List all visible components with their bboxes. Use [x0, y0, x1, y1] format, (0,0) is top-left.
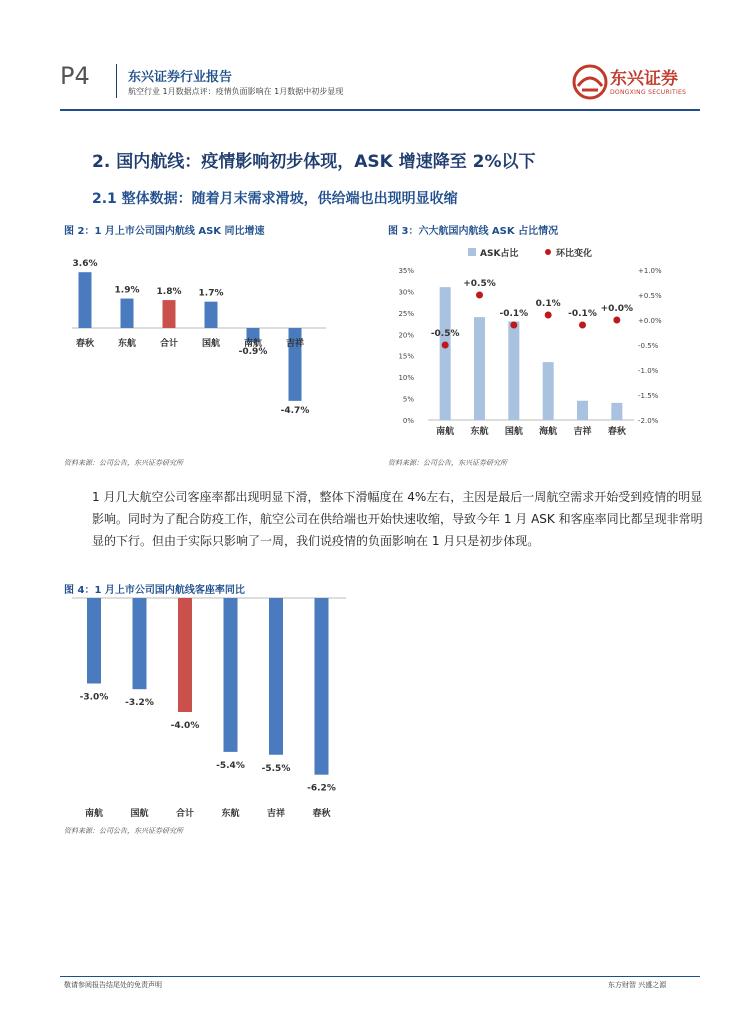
bar — [269, 598, 283, 755]
bar — [543, 362, 554, 420]
category-label: 东航 — [117, 339, 137, 349]
data-label: 1.8% — [156, 287, 182, 298]
data-label: -5.5% — [261, 763, 291, 774]
y-left-tick-label: 10% — [398, 374, 414, 383]
y-right-tick-label: -2.0% — [638, 417, 659, 425]
category-label: 春秋 — [75, 339, 95, 349]
data-label: -3.2% — [125, 698, 154, 709]
category-label: 海航 — [539, 427, 558, 437]
category-label: 春秋 — [312, 809, 331, 819]
category-label: 吉祥 — [285, 339, 305, 349]
footer-rule — [60, 976, 700, 977]
scatter-point — [545, 312, 552, 319]
data-label: -4.0% — [170, 721, 200, 731]
figure-4-source: 资料来源：公司公告，东兴证券研究所 — [64, 827, 183, 835]
data-label: -5.4% — [216, 760, 245, 771]
category-label: 春秋 — [607, 427, 626, 437]
bar — [508, 321, 519, 420]
y-right-tick-label: +0.0% — [638, 317, 662, 325]
data-label: +0.5% — [463, 279, 496, 289]
header-rule — [60, 109, 700, 111]
data-label: -0.5% — [430, 329, 460, 339]
scatter-point — [579, 322, 586, 329]
bar — [224, 598, 238, 752]
logo-english-text: DONGXING SECURITIES — [610, 89, 687, 96]
data-label: 1.7% — [198, 288, 224, 299]
bar — [205, 302, 218, 328]
header-divider — [116, 64, 117, 98]
y-left-tick-label: 20% — [398, 331, 414, 340]
scatter-point — [442, 342, 449, 349]
category-label: 吉祥 — [266, 809, 286, 819]
category-label: 东航 — [470, 427, 489, 437]
data-label: 3.6% — [72, 259, 98, 270]
scatter-point — [510, 322, 517, 329]
figure-3-title: 图 3：六大航国内航线 ASK 占比情况 — [388, 226, 559, 237]
category-label: 南航 — [243, 339, 263, 349]
y-right-tick-label: -1.5% — [638, 392, 659, 400]
figure-3-source: 资料来源：公司公告，东兴证券研究所 — [388, 459, 507, 467]
y-left-tick-label: 35% — [398, 267, 414, 275]
bar — [315, 598, 329, 775]
category-label: 合计 — [175, 809, 195, 819]
logo-text: 东兴证券 — [610, 69, 678, 89]
data-label: +0.0% — [600, 304, 634, 314]
bar — [79, 272, 92, 328]
y-right-tick-label: +0.5% — [638, 292, 662, 300]
data-label: -0.1% — [568, 309, 597, 319]
y-left-tick-label: 15% — [398, 352, 414, 361]
bar — [440, 287, 451, 420]
y-right-tick-label: +1.0% — [638, 267, 662, 275]
y-left-tick-label: 0% — [402, 417, 414, 425]
report-series-title: 东兴证券行业报告 — [128, 70, 233, 85]
data-label: -4.7% — [280, 405, 310, 416]
category-label: 吉祥 — [573, 427, 592, 437]
data-label: -0.9% — [238, 346, 268, 357]
y-left-tick-label: 25% — [398, 309, 414, 318]
figure-2-chart — [64, 240, 364, 440]
bar — [121, 299, 134, 328]
data-label: 1.9% — [114, 285, 140, 296]
report-subtitle: 航空行业 1月数据点评：疫情负面影响在 1月数据中初步显现 — [128, 87, 344, 96]
legend-label: 环比变化 — [556, 249, 593, 259]
y-left-tick-label: 5% — [402, 395, 414, 404]
page-number: P4 — [60, 62, 90, 90]
legend-swatch-change — [545, 249, 551, 255]
figure-2-source: 资料来源：公司公告，东兴证券研究所 — [64, 459, 183, 467]
data-label: -0.1% — [499, 309, 529, 319]
scatter-point — [476, 292, 483, 299]
section-heading: 2. 国内航线：疫情影响初步体现，ASK 增速降至 2%以下 — [92, 152, 536, 172]
category-label: 南航 — [436, 427, 455, 437]
bar — [474, 317, 485, 420]
data-label: 0.1% — [535, 299, 561, 309]
bar — [611, 403, 622, 420]
figure-4-chart — [64, 596, 364, 826]
footer-slogan: 东方财智 兴盛之源 — [608, 981, 667, 989]
category-label: 南航 — [84, 809, 104, 819]
bar — [163, 300, 176, 328]
legend-label: ASK占比 — [480, 249, 519, 259]
category-label: 东航 — [221, 809, 240, 819]
subsection-heading: 2.1 整体数据：随着月末需求滑坡，供给端也出现明显收缩 — [92, 191, 458, 207]
bar — [577, 401, 588, 420]
figure-2-title: 图 2：1 月上市公司国内航线 ASK 同比增速 — [64, 226, 265, 237]
category-label: 合计 — [159, 339, 179, 349]
bar — [133, 598, 147, 689]
y-left-tick-label: 30% — [398, 288, 414, 297]
bar — [178, 598, 192, 712]
category-label: 国航 — [201, 339, 221, 349]
scatter-point — [613, 317, 620, 324]
bar — [87, 598, 101, 684]
figure-3-chart — [388, 240, 700, 446]
logo-icon — [572, 64, 608, 100]
figure-4-title: 图 4：1 月上市公司国内航线客座率同比 — [64, 585, 245, 596]
y-right-tick-label: -0.5% — [638, 342, 659, 350]
footer-disclaimer: 敬请参阅报告结尾处的免责声明 — [64, 981, 162, 989]
data-label: -6.2% — [307, 783, 336, 794]
category-label: 国航 — [130, 809, 149, 819]
data-label: -3.0% — [79, 692, 109, 703]
category-label: 国航 — [504, 427, 523, 437]
body-paragraph: 1 月几大航空公司客座率都出现明显下滑，整体下滑幅度在 4%左右，主因是最后一周航空需求开始受到疫情的明显影响。同时为了配合防疫工作，航空公司在供给端也开始快速收缩，导致今年 1 月 ASK 和客座率同比都呈现非常明显的下行。但由于实际只影响了一周，我们说疫情的负面影响在 1 月只是初步体现。 — [92, 490, 703, 548]
legend-swatch-ask-share — [468, 248, 476, 256]
y-right-tick-label: -1.0% — [638, 367, 659, 375]
